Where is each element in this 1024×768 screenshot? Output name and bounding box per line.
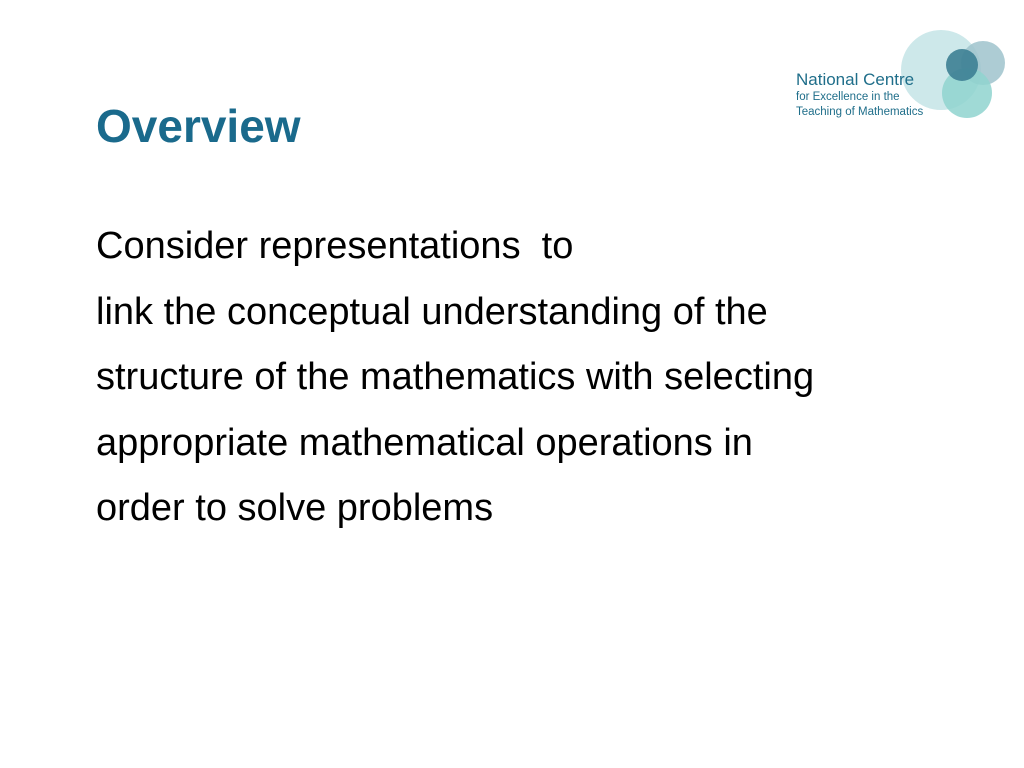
slide-body (96, 214, 996, 542)
body-line: order to solve problems (96, 487, 494, 529)
logo-circle-dark (946, 49, 978, 81)
logo-line-1: National Centre (796, 70, 915, 89)
body-line: appropriate mathematical operations in (96, 421, 753, 464)
logo-line-3: Teaching of Mathematics (796, 106, 924, 118)
logo-line-2: for Excellence in the (796, 91, 900, 103)
body-line: Consider representations to (96, 225, 574, 267)
ncetm-logo (790, 20, 1010, 125)
logo-text (796, 70, 923, 120)
body-line: structure of the mathematics with selecting (96, 356, 815, 398)
body-line: link the conceptual understanding of the (96, 290, 768, 333)
slide-title: Overview (96, 100, 301, 152)
